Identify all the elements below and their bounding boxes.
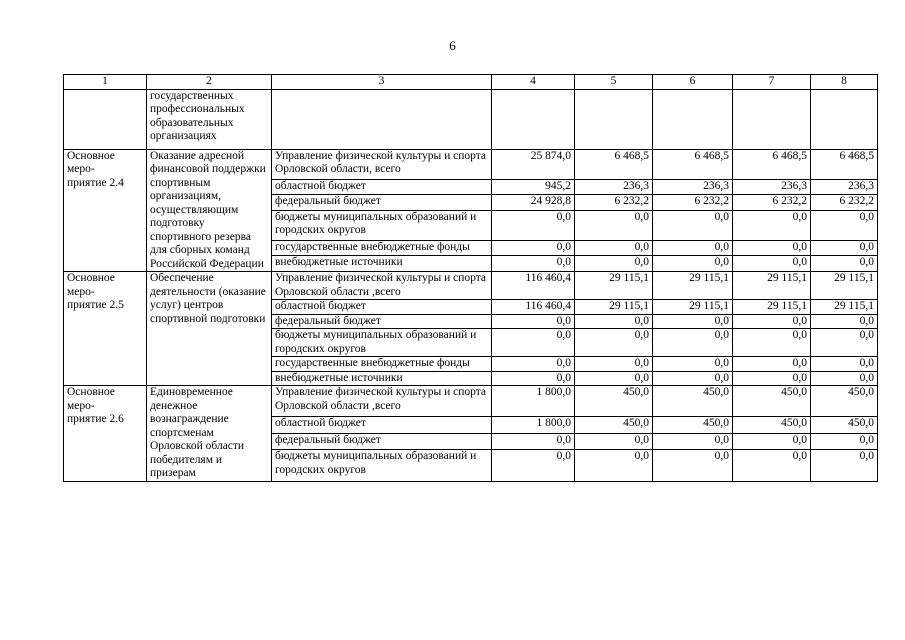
amount-cell: 0,0 [733,210,811,240]
activity-label-line: приятие 2.4 [67,176,124,189]
amount-cell: 6 468,5 [575,149,653,179]
amount-cell: 0,0 [653,450,733,481]
activity-label-line: приятие 2.6 [67,413,124,425]
amount-cell: 0,0 [653,433,733,449]
activity-description-cell: Обеспечение деятельности (оказание услуг) центров спортивной подготовки [147,272,272,386]
funding-source-cell: федеральный бюджет [272,314,492,329]
amount-cell: 0,0 [811,210,878,240]
funding-source-cell: областной бюджет [272,179,492,195]
funding-source-cell: областной бюджет [272,417,492,433]
funding-source-cell: бюджеты муниципальных образований и городских округов [272,210,492,240]
amount-cell: 0,0 [575,256,653,272]
funding-source-cell: внебюджетные источники [272,371,492,386]
header-cell: 4 [492,75,575,90]
amount-cell: 450,0 [575,386,653,417]
amount-cell: 0,0 [811,256,878,272]
amount-cell: 0,0 [811,314,878,329]
activity-label-cell [64,386,147,482]
value-cell [733,89,811,149]
amount-cell: 0,0 [811,450,878,481]
amount-cell: 6 468,5 [653,149,733,179]
amount-cell: 0,0 [733,256,811,272]
amount-cell: 6 468,5 [811,149,878,179]
funding-source-cell: государственные внебюджетные фонды [272,240,492,256]
activity-label-cell [64,149,147,272]
amount-cell: 450,0 [733,417,811,433]
amount-cell: 1 800,0 [492,386,575,417]
amount-cell: 0,0 [492,450,575,481]
amount-cell: 0,0 [492,371,575,386]
amount-cell: 0,0 [733,314,811,329]
amount-cell: 450,0 [653,386,733,417]
amount-cell: 6 232,2 [653,195,733,211]
funding-table [63,74,878,482]
amount-cell: 29 115,1 [811,300,878,315]
activity-description-cell: Единовременное денежное вознаграждение спортсменам Орловской области победителям и призерам [147,386,272,482]
amount-cell: 6 232,2 [733,195,811,211]
amount-cell: 6 232,2 [575,195,653,211]
continuation-row [64,89,878,149]
amount-cell: 0,0 [575,314,653,329]
table-row [64,272,878,300]
amount-cell: 0,0 [575,433,653,449]
amount-cell: 0,0 [811,329,878,357]
funding-source-cell: Управление физической культуры и спорта Орловской области, всего [272,149,492,179]
funding-source-cell: федеральный бюджет [272,433,492,449]
amount-cell: 29 115,1 [653,272,733,300]
amount-cell: 0,0 [575,210,653,240]
activity-label-line: Основное [67,386,115,398]
amount-cell: 0,0 [492,210,575,240]
amount-cell: 116 460,4 [492,272,575,300]
amount-cell: 29 115,1 [653,300,733,315]
amount-cell: 25 874,0 [492,149,575,179]
amount-cell: 0,0 [653,357,733,372]
amount-cell: 0,0 [492,314,575,329]
amount-cell: 1 800,0 [492,417,575,433]
amount-cell: 0,0 [653,314,733,329]
table-row [64,149,878,179]
amount-cell: 0,0 [492,329,575,357]
funding-source-cell: Управление физической культуры и спорта Орловской области ,всего [272,272,492,300]
funding-source-cell: бюджеты муниципальных образований и городских округов [272,329,492,357]
funding-source-cell: государственные внебюджетные фонды [272,357,492,372]
header-cell: 3 [272,75,492,90]
activity-label-line: меро- [67,285,95,298]
amount-cell: 0,0 [733,357,811,372]
amount-cell: 0,0 [733,433,811,449]
header-cell: 1 [64,75,147,90]
amount-cell: 236,3 [733,179,811,195]
amount-cell: 0,0 [575,240,653,256]
amount-cell: 0,0 [811,433,878,449]
page-number: 6 [449,38,456,53]
activity-label-line: Основное [67,149,115,162]
amount-cell: 0,0 [492,357,575,372]
amount-cell: 6 232,2 [811,195,878,211]
amount-cell: 0,0 [733,240,811,256]
activity-label-cell [64,272,147,386]
activity-label-line: меро- [67,399,95,412]
source-cell [272,89,492,149]
funding-source-cell: областной бюджет [272,300,492,315]
value-cell [575,89,653,149]
label-cell [64,89,147,149]
amount-cell: 945,2 [492,179,575,195]
amount-cell: 236,3 [653,179,733,195]
amount-cell: 0,0 [575,450,653,481]
activity-description-cell: Оказание адресной финансовой поддержки спортивным организациям, осуществляющим подготовку спортивного резерва для сборных команд Российской Федерации [147,149,272,272]
amount-cell: 450,0 [811,417,878,433]
amount-cell: 0,0 [733,371,811,386]
amount-cell: 29 115,1 [811,272,878,300]
amount-cell: 0,0 [653,329,733,357]
amount-cell: 450,0 [733,386,811,417]
amount-cell: 0,0 [733,450,811,481]
header-cell: 6 [653,75,733,90]
activity-label-line: меро- [67,163,95,175]
activity-label-line: Основное [67,272,115,284]
value-cell [811,89,878,149]
header-cell: 8 [811,75,878,90]
funding-source-cell: внебюджетные источники [272,256,492,272]
amount-cell: 450,0 [575,417,653,433]
header-cell: 5 [575,75,653,90]
amount-cell: 0,0 [811,371,878,386]
amount-cell: 0,0 [492,240,575,256]
activity-label-line: приятие 2.5 [67,299,124,311]
amount-cell: 0,0 [492,256,575,272]
amount-cell: 0,0 [575,357,653,372]
amount-cell: 0,0 [811,240,878,256]
amount-cell: 0,0 [492,433,575,449]
header-cell: 7 [733,75,811,90]
amount-cell: 0,0 [653,371,733,386]
amount-cell: 0,0 [653,240,733,256]
value-cell [653,89,733,149]
amount-cell: 236,3 [575,179,653,195]
funding-source-cell: бюджеты муниципальных образований и городских округов [272,450,492,481]
amount-cell: 0,0 [575,371,653,386]
amount-cell: 0,0 [811,357,878,372]
description-cell: государственных профессиональных образовательных организациях [147,89,272,149]
amount-cell: 29 115,1 [575,300,653,315]
amount-cell: 450,0 [811,386,878,417]
amount-cell: 29 115,1 [733,272,811,300]
amount-cell: 0,0 [575,329,653,357]
header-row [64,75,878,90]
amount-cell: 24 928,8 [492,195,575,211]
funding-source-cell: Управление физической культуры и спорта Орловской области ,всего [272,386,492,417]
amount-cell: 450,0 [653,417,733,433]
amount-cell: 29 115,1 [575,272,653,300]
amount-cell: 116 460,4 [492,300,575,315]
funding-source-cell: федеральный бюджет [272,195,492,211]
header-cell: 2 [147,75,272,90]
table-row [64,386,878,417]
amount-cell: 6 468,5 [733,149,811,179]
amount-cell: 0,0 [733,329,811,357]
amount-cell: 0,0 [653,210,733,240]
amount-cell: 236,3 [811,179,878,195]
amount-cell: 29 115,1 [733,300,811,315]
amount-cell: 0,0 [653,256,733,272]
value-cell [492,89,575,149]
